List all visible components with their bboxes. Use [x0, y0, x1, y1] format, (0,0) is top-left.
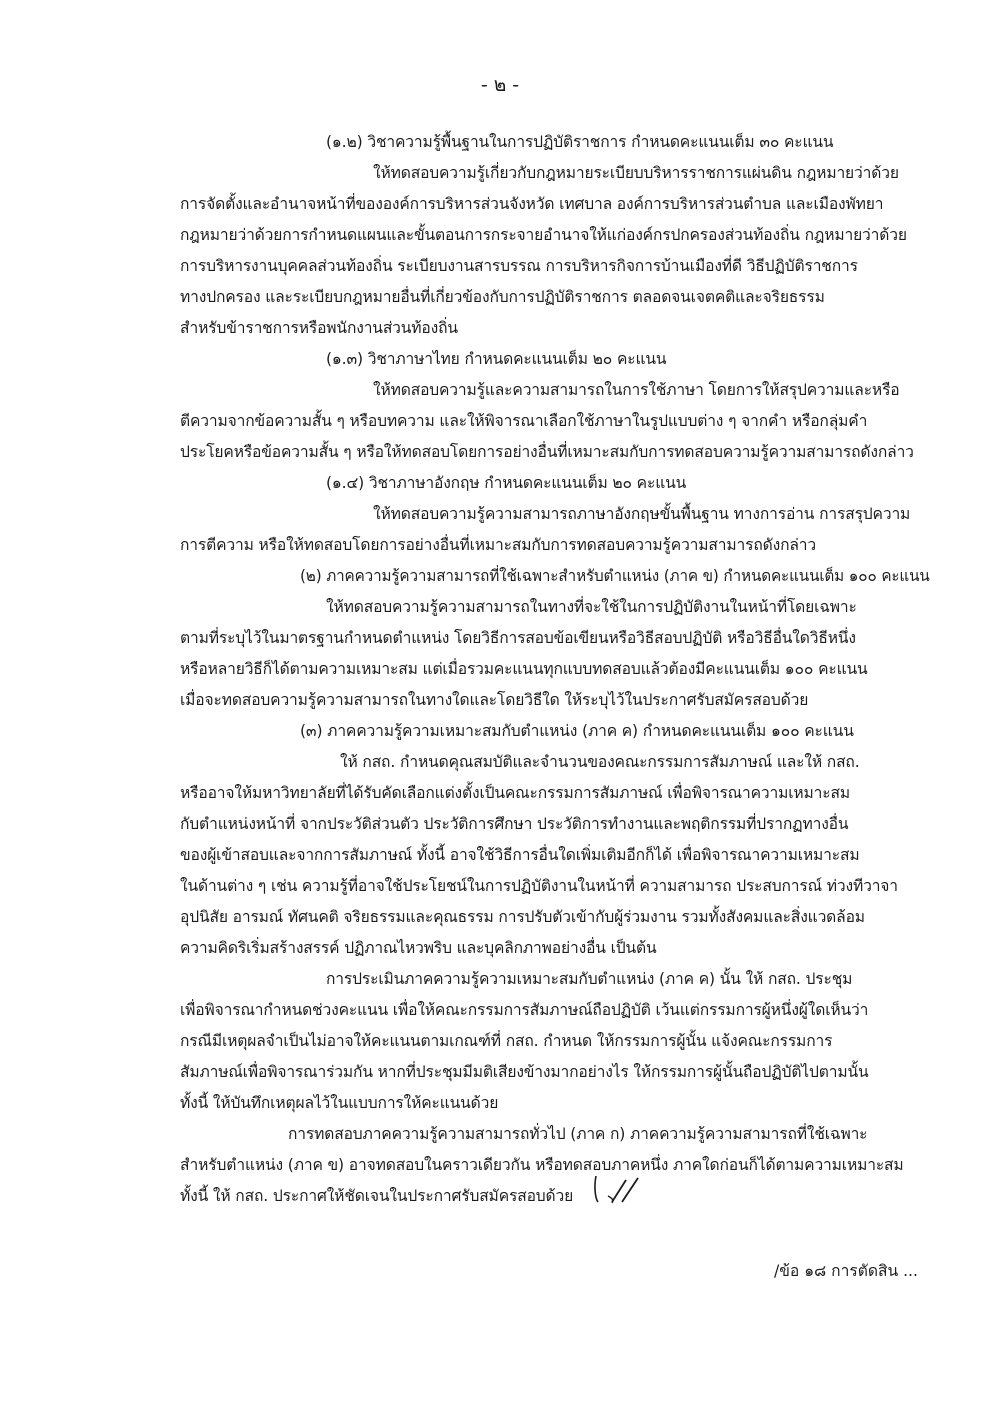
paragraph-line: กับตำแหน่งหน้าที่ จากประวัติส่วนตัว ประวัติการศึกษา ประวัติการทำงานและพฤติกรรมที่ปรากฏทางอื่น	[180, 815, 849, 833]
paragraph-line: หรืออาจให้มหาวิทยาลัยที่ได้รับคัดเลือกแต่งตั้งเป็นคณะกรรมการสัมภาษณ์ เพื่อพิจารณาความเหมาะสม	[180, 784, 850, 802]
paragraph-line: สำหรับข้าราชการหรือพนักงานส่วนท้องถิ่น	[180, 319, 458, 337]
page-number: - ๒ -	[480, 74, 520, 96]
heading-1-2: (๑.๒) วิชาความรู้พื้นฐานในการปฏิบัติราชการ กำหนดคะแนนเต็ม ๓๐ คะแนน	[326, 133, 834, 151]
paragraph-line: ให้ทดสอบความรู้เกี่ยวกับกฎหมายระเบียบบริหารราชการแผ่นดิน กฎหมายว่าด้วย	[373, 164, 899, 182]
paragraph-line: เมื่อจะทดสอบความรู้ความสามารถในทางใดและโดยวิธีใด ให้ระบุไว้ในประกาศรับสมัครสอบด้วย	[180, 691, 809, 709]
paragraph-line: การประเมินภาคความรู้ความเหมาะสมกับตำแหน่ง (ภาค ค) นั้น ให้ กสถ. ประชุม	[326, 970, 853, 988]
paragraph-line: ให้ กสถ. กำหนดคุณสมบัติและจำนวนของคณะกรรมการสัมภาษณ์ และให้ กสถ.	[340, 753, 860, 771]
paragraph-line: เพื่อพิจารณากำหนดช่วงคะแนน เพื่อให้คณะกรรมการสัมภาษณ์ถือปฏิบัติ เว้นแต่กรรมการผู้หนึ่งผู้ใดเห็นว่า	[180, 1001, 869, 1019]
paragraph-line: ความคิดริเริ่มสร้างสรรค์ ปฏิภาณไหวพริบ และบุคลิกภาพอย่างอื่น เป็นต้น	[180, 939, 657, 957]
paragraph-line: ทั้งนี้ ให้บันทึกเหตุผลไว้ในแบบการให้คะแนนด้วย	[180, 1094, 499, 1112]
paragraph-line: ให้ทดสอบความรู้และความสามารถในการใช้ภาษา โดยการให้สรุปความและหรือ	[373, 381, 900, 399]
heading-1-4: (๑.๔) วิชาภาษาอังกฤษ กำหนดคะแนนเต็ม ๒๐ คะแนน	[326, 474, 687, 492]
paragraph-line: การทดสอบภาคความรู้ความสามารถทั่วไป (ภาค ก) ภาคความรู้ความสามารถที่ใช้เฉพาะ	[288, 1125, 868, 1143]
initials-signature-icon	[592, 1172, 644, 1208]
paragraph-line: สำหรับตำแหน่ง (ภาค ข) อาจทดสอบในคราวเดียวกัน หรือทดสอบภาคหนึ่ง ภาคใดก่อนก็ได้ตามความเหมาะสม	[180, 1156, 904, 1174]
paragraph-line: สัมภาษณ์เพื่อพิจารณาร่วมกัน หากที่ประชุมมีมติเสียงข้างมากอย่างไร ให้กรรมการผู้นั้นถือปฏิบัติไปตามนั้น	[180, 1063, 869, 1081]
paragraph-line: ทั้งนี้ ให้ กสถ. ประกาศให้ชัดเจนในประกาศรับสมัครสอบด้วย	[180, 1187, 574, 1205]
paragraph-line: ของผู้เข้าสอบและจากการสัมภาษณ์ ทั้งนี้ อาจใช้วิธีการอื่นใดเพิ่มเติมอีกก็ได้ เพื่อพิจารณาความเหมาะสม	[180, 846, 860, 864]
paragraph-line: ให้ทดสอบความรู้ความสามารถภาษาอังกฤษขั้นพื้นฐาน ทางการอ่าน การสรุปความ	[373, 505, 911, 523]
paragraph-line: ตามที่ระบุไว้ในมาตรฐานกำหนดตำแหน่ง โดยวิธีการสอบข้อเขียนหรือวิธีสอบปฏิบัติ หรือวิธีอื่นใดวิธีหนึ่ง	[180, 629, 856, 647]
continuation-note: /ข้อ ๑๘ การตัดสิน ...	[774, 1262, 918, 1280]
heading-1-3: (๑.๓) วิชาภาษาไทย กำหนดคะแนนเต็ม ๒๐ คะแนน	[326, 350, 667, 368]
paragraph-line: การจัดตั้งและอำนาจหน้าที่ขององค์การบริหารส่วนจังหวัด เทศบาล องค์การบริหารส่วนตำบล และเมืองพัทยา	[180, 195, 884, 213]
paragraph-line: ในด้านต่าง ๆ เช่น ความรู้ที่อาจใช้ประโยชน์ในการปฏิบัติงานในหน้าที่ ความสามารถ ประสบการณ์ ท่วงทีวาจา	[180, 877, 898, 895]
paragraph-line: กรณีมีเหตุผลจำเป็นไม่อาจให้คะแนนตามเกณฑ์ที่ กสถ. กำหนด ให้กรรมการผู้นั้น แจ้งคณะกรรมการ	[180, 1032, 833, 1050]
heading-3: (๓) ภาคความรู้ความเหมาะสมกับตำแหน่ง (ภาค ค) กำหนดคะแนนเต็ม ๑๐๐ คะแนน	[300, 722, 854, 740]
paragraph-line: หรือหลายวิธีก็ได้ตามความเหมาะสม แต่เมื่อรวมคะแนนทุกแบบทดสอบแล้วต้องมีคะแนนเต็ม ๑๐๐ คะแนน	[180, 660, 868, 678]
paragraph-line: ประโยคหรือข้อความสั้น ๆ หรือให้ทดสอบโดยการอย่างอื่นที่เหมาะสมกับการทดสอบความรู้ความสามารถดังกล่าว	[180, 443, 914, 461]
paragraph-line: การบริหารงานบุคคลส่วนท้องถิ่น ระเบียบงานสารบรรณ การบริหารกิจการบ้านเมืองที่ดี วิธีปฏิบัติราชการ	[180, 257, 858, 275]
paragraph-line: ตีความจากข้อความสั้น ๆ หรือบทความ และให้พิจารณาเลือกใช้ภาษาในรูปแบบต่าง ๆ จากคำ หรือกลุ่มคำ	[180, 412, 868, 430]
heading-2: (๒) ภาคความรู้ความสามารถที่ใช้เฉพาะสำหรับตำแหน่ง (ภาค ข) กำหนดคะแนนเต็ม ๑๐๐ คะแนน	[300, 567, 930, 585]
paragraph-line: การตีความ หรือให้ทดสอบโดยการอย่างอื่นที่เหมาะสมกับการทดสอบความรู้ความสามารถดังกล่าว	[180, 536, 816, 554]
paragraph-line: กฎหมายว่าด้วยการกำหนดแผนและขั้นตอนการกระจายอำนาจให้แก่องค์กรปกครองส่วนท้องถิ่น กฎหมายว่าด้วย	[180, 226, 907, 244]
paragraph-line: ให้ทดสอบความรู้ความสามารถในทางที่จะใช้ในการปฏิบัติงานในหน้าที่โดยเฉพาะ	[326, 598, 857, 616]
paragraph-line: อุปนิสัย อารมณ์ ทัศนคติ จริยธรรมและคุณธรรม การปรับตัวเข้ากับผู้ร่วมงาน รวมทั้งสังคมและสิ่งแวดล้อม	[180, 908, 865, 926]
paragraph-line: ทางปกครอง และระเบียบกฎหมายอื่นที่เกี่ยวข้องกับการปฏิบัติราชการ ตลอดจนเจตคติและจริยธรรม	[180, 288, 825, 306]
